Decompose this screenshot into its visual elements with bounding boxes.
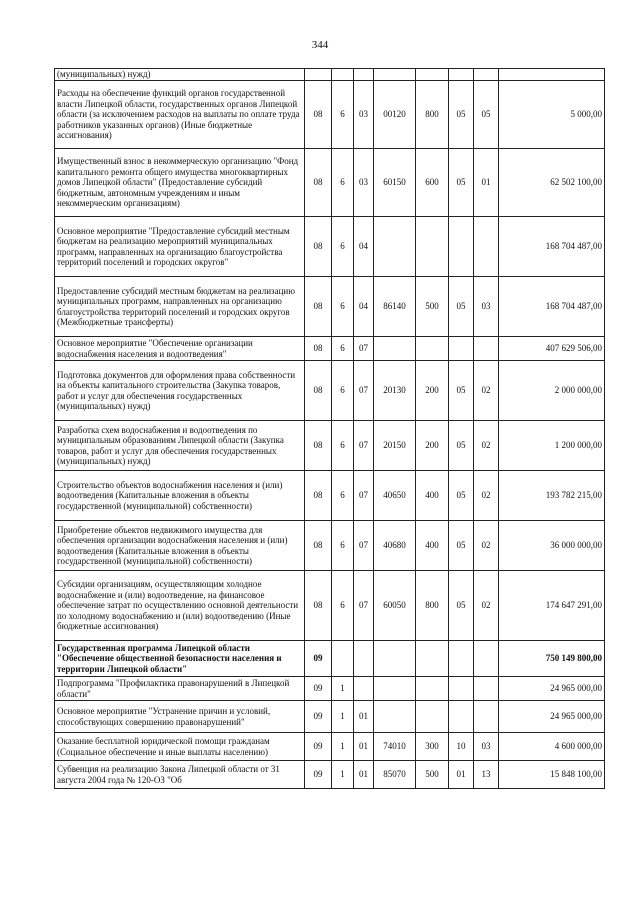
table-row [55,471,605,521]
row-amount: 36 000 000,00 [499,521,605,571]
subsection-code: 02 [474,471,499,521]
program-code: 08 [305,471,332,521]
table-row [55,571,605,641]
measure-code: 07 [354,421,374,471]
row-amount: 24 965 000,00 [499,701,605,733]
row-amount: 407 629 506,00 [499,337,605,361]
direction-code: 40650 [374,471,416,521]
row-name: Основное мероприятие "Устранение причин и условий, способствующих совершению правонарушений" [55,701,305,733]
subprogram-code [332,641,354,677]
measure-code: 04 [354,217,374,277]
direction-code: 40680 [374,521,416,571]
table-body [55,69,605,789]
measure-code: 07 [354,471,374,521]
row-name: Государственная программа Липецкой области "Обеспечение общественной безопасности населения и территории Липецкой области" [55,641,305,677]
direction-code [374,69,416,81]
expense-type-code [416,69,449,81]
row-name: Подготовка документов для оформления права собственности на объекты капитального строительства (Закупка товаров, работ и услуг для обеспечения государственных (муниципальных) нужд) [55,361,305,421]
subsection-code: 13 [474,761,499,789]
row-amount: 5 000,00 [499,81,605,149]
subsection-code: 03 [474,277,499,337]
subsection-code [474,701,499,733]
row-name: (муниципальных) нужд) [55,69,305,81]
subprogram-code: 6 [332,571,354,641]
expense-type-code: 400 [416,521,449,571]
budget-table [54,68,605,789]
expense-type-code: 500 [416,277,449,337]
row-amount: 750 149 800,00 [499,641,605,677]
section-code: 05 [449,421,474,471]
subprogram-code: 1 [332,733,354,761]
subprogram-code: 6 [332,421,354,471]
expense-type-code: 200 [416,361,449,421]
subsection-code: 03 [474,733,499,761]
table-row [55,701,605,733]
subprogram-code: 6 [332,217,354,277]
subsection-code [474,217,499,277]
measure-code: 03 [354,149,374,217]
program-code: 08 [305,361,332,421]
row-name: Оказание бесплатной юридической помощи гражданам (Социальное обеспечение и иные выплаты населению) [55,733,305,761]
row-amount: 62 502 100,00 [499,149,605,217]
row-amount: 168 704 487,00 [499,277,605,337]
measure-code: 01 [354,761,374,789]
measure-code: 04 [354,277,374,337]
table-row [55,149,605,217]
expense-type-code [416,677,449,701]
row-name: Предоставление субсидий местным бюджетам на реализацию муниципальных программ, направленных на организацию благоустройства территорий поселений и городских округов (Межбюджетные трансферты) [55,277,305,337]
row-name: Основное мероприятие "Обеспечение организации водоснабжения населения и водоотведения" [55,337,305,361]
subsection-code: 02 [474,571,499,641]
expense-type-code: 500 [416,761,449,789]
subprogram-code: 1 [332,677,354,701]
measure-code: 07 [354,337,374,361]
program-code: 09 [305,641,332,677]
direction-code: 86140 [374,277,416,337]
table-row [55,521,605,571]
direction-code [374,217,416,277]
table-row [55,277,605,337]
measure-code: 03 [354,81,374,149]
section-code [449,337,474,361]
program-code: 08 [305,149,332,217]
direction-code: 20130 [374,361,416,421]
row-name: Приобретение объектов недвижимого имущества для обеспечения организации водоснабжения населения и (или) водоотведения (Капитальные вложения в объекты государственной (муниципальной) собственности) [55,521,305,571]
page-number: 344 [311,39,329,51]
row-amount: 1 200 000,00 [499,421,605,471]
section-code: 01 [449,761,474,789]
subprogram-code [332,69,354,81]
expense-type-code [416,337,449,361]
measure-code: 01 [354,701,374,733]
expense-type-code [416,641,449,677]
direction-code [374,641,416,677]
table-row [55,217,605,277]
expense-type-code: 200 [416,421,449,471]
section-code [449,641,474,677]
table-row [55,337,605,361]
table-row [55,641,605,677]
program-code: 09 [305,761,332,789]
row-name: Строительство объектов водоснабжения населения и (или) водоотведения (Капитальные вложения в объекты государственной (муниципальной) собственности) [55,471,305,521]
table-row [55,677,605,701]
direction-code: 60050 [374,571,416,641]
measure-code: 07 [354,571,374,641]
table-row [55,421,605,471]
measure-code [354,69,374,81]
subsection-code: 02 [474,361,499,421]
direction-code [374,337,416,361]
direction-code: 60150 [374,149,416,217]
row-amount: 174 647 291,00 [499,571,605,641]
expense-type-code: 800 [416,571,449,641]
program-code: 09 [305,733,332,761]
section-code [449,217,474,277]
subprogram-code: 6 [332,277,354,337]
program-code: 09 [305,701,332,733]
section-code: 05 [449,81,474,149]
direction-code [374,701,416,733]
section-code [449,69,474,81]
direction-code: 85070 [374,761,416,789]
expense-type-code: 800 [416,81,449,149]
subprogram-code: 1 [332,701,354,733]
measure-code [354,641,374,677]
table-row [55,69,605,81]
subprogram-code: 1 [332,761,354,789]
row-amount: 2 000 000,00 [499,361,605,421]
direction-code: 20150 [374,421,416,471]
subprogram-code: 6 [332,521,354,571]
section-code: 05 [449,277,474,337]
program-code: 08 [305,571,332,641]
row-name: Субсидии организациям, осуществляющим холодное водоснабжение и (или) водоотведение, на финансовое обеспечение затрат по осуществлению основной деятельности по холодному водоснабжению и (или) водоотведению (Иные бюджетные ассигнования) [55,571,305,641]
section-code [449,701,474,733]
subprogram-code: 6 [332,149,354,217]
expense-type-code: 600 [416,149,449,217]
subsection-code: 02 [474,421,499,471]
row-name: Разработка схем водоснабжения и водоотведения по муниципальным образованиям Липецкой области (Закупка товаров, работ и услуг для обеспечения государственных (муниципальных) нужд) [55,421,305,471]
section-code [449,677,474,701]
row-amount: 168 704 487,00 [499,217,605,277]
measure-code: 01 [354,733,374,761]
subprogram-code: 6 [332,337,354,361]
program-code: 08 [305,421,332,471]
measure-code: 07 [354,361,374,421]
measure-code [354,677,374,701]
row-amount [499,69,605,81]
measure-code: 07 [354,521,374,571]
subsection-code: 01 [474,149,499,217]
row-amount: 15 848 100,00 [499,761,605,789]
program-code: 08 [305,217,332,277]
table-row [55,761,605,789]
table-row [55,733,605,761]
expense-type-code: 300 [416,733,449,761]
program-code: 09 [305,677,332,701]
row-amount: 193 782 215,00 [499,471,605,521]
program-code [305,69,332,81]
expense-type-code: 400 [416,471,449,521]
subsection-code: 05 [474,81,499,149]
section-code: 05 [449,521,474,571]
row-name: Подпрограмма "Профилактика правонарушений в Липецкой области" [55,677,305,701]
subsection-code [474,677,499,701]
direction-code [374,677,416,701]
subsection-code [474,641,499,677]
table-row [55,361,605,421]
row-amount: 4 600 000,00 [499,733,605,761]
row-name: Расходы на обеспечение функций органов государственной власти Липецкой области, государственных органов Липецкой области (за исключением расходов на выплаты по оплате труда работников указанных органов) (Иные бюджетные ассигнования) [55,81,305,149]
direction-code: 00120 [374,81,416,149]
program-code: 08 [305,277,332,337]
expense-type-code [416,701,449,733]
subprogram-code: 6 [332,361,354,421]
section-code: 10 [449,733,474,761]
section-code: 05 [449,471,474,521]
expense-type-code [416,217,449,277]
section-code: 05 [449,149,474,217]
subprogram-code: 6 [332,81,354,149]
table-row [55,81,605,149]
subprogram-code: 6 [332,471,354,521]
section-code: 05 [449,571,474,641]
row-name: Основное мероприятие "Предоставление субсидий местным бюджетам на реализацию мероприятий муниципальных программ, направленных на организацию благоустройства территорий поселений и городских округов" [55,217,305,277]
program-code: 08 [305,81,332,149]
subsection-code [474,337,499,361]
row-name: Имущественный взнос в некоммерческую организацию "Фонд капитального ремонта общего имущества многоквартирных домов Липецкой области" (Предоставление субсидий бюджетным, автономным учреждениям и иным некоммерческим организациям) [55,149,305,217]
section-code: 05 [449,361,474,421]
row-name: Субвенция на реализацию Закона Липецкой области от 31 августа 2004 года № 120-ОЗ "Об [55,761,305,789]
program-code: 08 [305,521,332,571]
row-amount: 24 965 000,00 [499,677,605,701]
subsection-code [474,69,499,81]
direction-code: 74010 [374,733,416,761]
program-code: 08 [305,337,332,361]
subsection-code: 02 [474,521,499,571]
